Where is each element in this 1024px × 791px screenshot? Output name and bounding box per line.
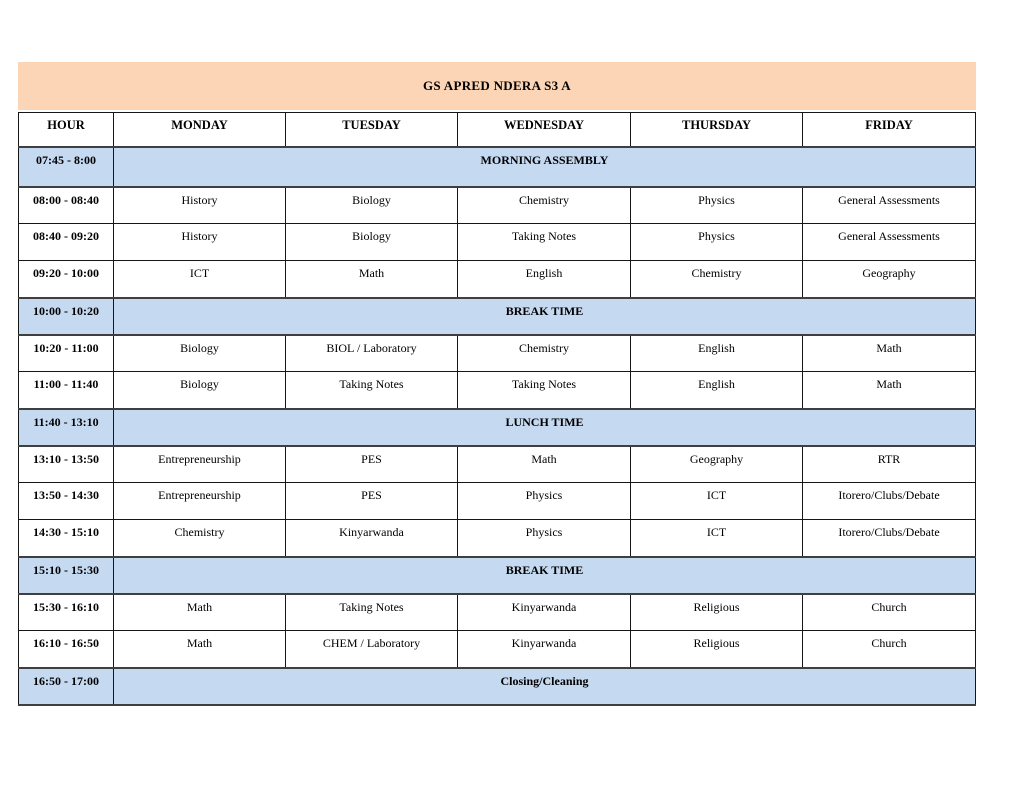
subject-cell: Math [114,594,286,631]
subject-cell: English [631,372,803,409]
time-cell: 14:30 - 15:10 [19,520,114,557]
subject-cell: Taking Notes [458,224,631,261]
subject-cell: ICT [631,483,803,520]
subject-cell: English [458,261,631,298]
subject-cell: Math [803,335,976,372]
time-cell: 15:10 - 15:30 [19,557,114,594]
band-row [19,668,976,705]
subject-cell: Church [803,594,976,631]
subject-cell: Religious [631,594,803,631]
time-cell: 08:40 - 09:20 [19,224,114,261]
subject-cell: History [114,224,286,261]
column-header: TUESDAY [286,113,458,147]
table-row [19,520,976,557]
subject-cell: Taking Notes [286,594,458,631]
subject-cell: Geography [631,446,803,483]
band-cell: BREAK TIME [114,298,976,335]
subject-cell: Taking Notes [286,372,458,409]
subject-cell: Taking Notes [458,372,631,409]
table-row [19,261,976,298]
time-cell: 10:00 - 10:20 [19,298,114,335]
subject-cell: English [631,335,803,372]
table-row [19,224,976,261]
column-header: HOUR [19,113,114,147]
subject-cell: Chemistry [631,261,803,298]
subject-cell: Chemistry [458,335,631,372]
column-header: MONDAY [114,113,286,147]
subject-cell: Math [803,372,976,409]
subject-cell: PES [286,483,458,520]
band-cell: Closing/Cleaning [114,668,976,705]
time-cell: 08:00 - 08:40 [19,187,114,224]
subject-cell: Math [458,446,631,483]
subject-cell: Itorero/Clubs/Debate [803,483,976,520]
subject-cell: CHEM / Laboratory [286,631,458,668]
time-cell: 10:20 - 11:00 [19,335,114,372]
subject-cell: PES [286,446,458,483]
time-cell: 16:10 - 16:50 [19,631,114,668]
time-cell: 15:30 - 16:10 [19,594,114,631]
subject-cell: Biology [114,335,286,372]
subject-cell: ICT [631,520,803,557]
subject-cell: Religious [631,631,803,668]
band-row [19,298,976,335]
subject-cell: Physics [631,187,803,224]
subject-cell: Geography [803,261,976,298]
subject-cell: Math [286,261,458,298]
time-cell: 07:45 - 8:00 [19,147,114,187]
subject-cell: Math [114,631,286,668]
subject-cell: Chemistry [114,520,286,557]
subject-cell: Biology [286,224,458,261]
subject-cell: Entrepreneurship [114,446,286,483]
subject-cell: Physics [458,483,631,520]
band-cell: BREAK TIME [114,557,976,594]
subject-cell: Kinyarwanda [458,594,631,631]
subject-cell: Itorero/Clubs/Debate [803,520,976,557]
table-row [19,187,976,224]
subject-cell: General Assessments [803,224,976,261]
table-row [19,446,976,483]
subject-cell: Kinyarwanda [286,520,458,557]
time-cell: 11:00 - 11:40 [19,372,114,409]
table-row [19,594,976,631]
column-header: FRIDAY [803,113,976,147]
subject-cell: Kinyarwanda [458,631,631,668]
time-cell: 13:50 - 14:30 [19,483,114,520]
subject-cell: History [114,187,286,224]
band-row [19,147,976,187]
subject-cell: Physics [631,224,803,261]
subject-cell: General Assessments [803,187,976,224]
column-header: WEDNESDAY [458,113,631,147]
subject-cell: Physics [458,520,631,557]
header-row [19,113,976,147]
subject-cell: Chemistry [458,187,631,224]
table-row [19,483,976,520]
band-cell: LUNCH TIME [114,409,976,446]
time-cell: 16:50 - 17:00 [19,668,114,705]
subject-cell: Biology [114,372,286,409]
time-cell: 13:10 - 13:50 [19,446,114,483]
column-header: THURSDAY [631,113,803,147]
timetable-table [18,112,976,706]
subject-cell: Church [803,631,976,668]
table-row [19,372,976,409]
page-title: GS APRED NDERA S3 A [18,62,976,110]
band-cell: MORNING ASSEMBLY [114,147,976,187]
table-row [19,631,976,668]
band-row [19,557,976,594]
subject-cell: BIOL / Laboratory [286,335,458,372]
table-row [19,335,976,372]
subject-cell: Entrepreneurship [114,483,286,520]
time-cell: 11:40 - 13:10 [19,409,114,446]
time-cell: 09:20 - 10:00 [19,261,114,298]
subject-cell: RTR [803,446,976,483]
subject-cell: ICT [114,261,286,298]
timetable-sheet [18,62,976,706]
band-row [19,409,976,446]
subject-cell: Biology [286,187,458,224]
